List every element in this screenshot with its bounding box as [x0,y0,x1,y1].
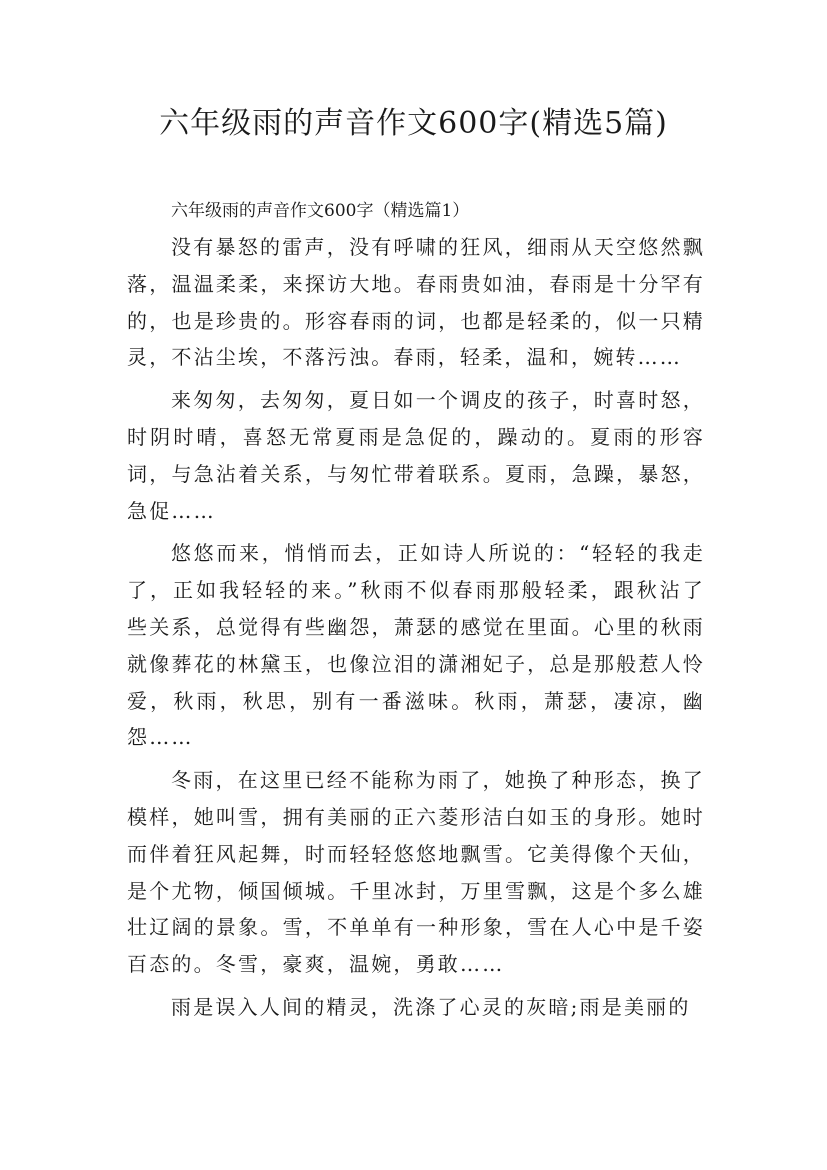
paragraph-2: 来匆匆，去匆匆，夏日如一个调皮的孩子，时喜时怒，时阴时晴，喜怒无常夏雨是急促的，躁动的。夏雨的形容词，与急沾着关系，与匆忙带着联系。夏雨，急躁，暴怒，急促…… [127,388,705,523]
paragraph-4: 冬雨，在这里已经不能称为雨了，她换了种形态，换了模样，她叫雪，拥有美丽的正六菱形洁白如玉的身形。她时而伴着狂风起舞，时而轻轻悠悠地飘雪。它美得像个天仙，是个尤物，倾国倾城。千里冰封，万里雪飘，这是个多么雄壮辽阔的景象。雪，不单单有一种形象，雪在人心中是千姿百态的。冬雪，豪爽，温婉，勇敢…… [127,768,705,977]
section-subtitle: 六年级雨的声音作文600字（精选篇1） [171,201,470,221]
paragraph-3: 悠悠而来，悄悄而去，正如诗人所说的：“轻轻的我走了，正如我轻轻的来。”秋雨不似春雨那般轻柔，跟秋沾了些关系，总觉得有些幽怨，萧瑟的感觉在里面。心里的秋雨就像葬花的林黛玉，也像泣泪的潇湘妃子，总是那般惹人怜爱，秋雨，秋思，别有一番滋味。秋雨，萧瑟，凄凉，幽怨…… [127,541,705,750]
paragraph-1: 没有暴怒的雷声，没有呼啸的狂风，细雨从天空悠然飘落，温温柔柔，来探访大地。春雨贵如油，春雨是十分罕有的，也是珍贵的。形容春雨的词，也都是轻柔的，似一只精灵，不沾尘埃，不落污浊。春雨，轻柔，温和，婉转…… [127,235,705,370]
document-title: 六年级雨的声音作文600字(精选5篇) [159,106,668,141]
document-body [127,193,705,1032]
paragraph-5: 雨是误入人间的精灵，洗涤了心灵的灰暗;雨是美丽的 [171,994,691,1019]
